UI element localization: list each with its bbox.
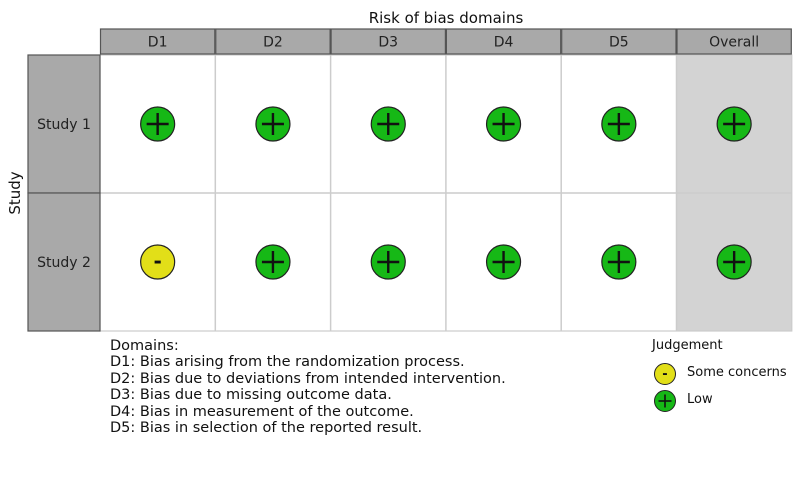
column-header-label-d3: D3 bbox=[378, 34, 399, 51]
judgement-low-icon bbox=[141, 107, 175, 141]
domain-item-d4: D4: Bias in measurement of the outcome. bbox=[110, 403, 414, 420]
judgement-low-icon bbox=[602, 245, 636, 279]
judgement-low-icon bbox=[487, 245, 521, 279]
column-header-label-d1: D1 bbox=[147, 34, 168, 51]
judgement-low-icon bbox=[717, 107, 751, 141]
column-header-label-d2: D2 bbox=[263, 34, 283, 51]
domains-legend bbox=[110, 338, 506, 436]
study-label-1: Study 1 bbox=[37, 117, 91, 133]
study-label-2: Study 2 bbox=[37, 255, 91, 271]
study-label-layer bbox=[28, 55, 100, 331]
svg-text:-: - bbox=[153, 249, 162, 273]
legend-item-some-concerns bbox=[654, 362, 787, 384]
column-header-label-d5: D5 bbox=[609, 34, 629, 51]
domain-item-d2: D2: Bias due to deviations from intended intervention. bbox=[110, 370, 506, 387]
svg-text:-: - bbox=[662, 367, 668, 382]
legend-label-some-concerns: Some concerns bbox=[687, 365, 787, 380]
column-header-layer bbox=[101, 29, 792, 54]
judgement-low-icon bbox=[371, 107, 405, 141]
judgement-low-icon bbox=[371, 245, 405, 279]
some-concerns-icon bbox=[654, 362, 678, 386]
judgement-low-icon bbox=[487, 107, 521, 141]
low-risk-icon bbox=[654, 389, 678, 413]
judgement-some-icon bbox=[141, 245, 175, 279]
legend-label-low: Low bbox=[687, 392, 713, 407]
grid-layer bbox=[100, 55, 792, 331]
domain-item-d3: D3: Bias due to missing outcome data. bbox=[110, 387, 392, 404]
domains-heading: Domains: bbox=[110, 338, 179, 354]
column-header-label-d4: D4 bbox=[493, 34, 514, 51]
judgement-legend-title: Judgement bbox=[652, 338, 723, 353]
judgement-low-icon bbox=[256, 245, 290, 279]
y-axis-label: Study bbox=[6, 171, 24, 215]
domain-item-d5: D5: Bias in selection of the reported result. bbox=[110, 420, 423, 437]
judgement-low-icon bbox=[256, 107, 290, 141]
legend-item-low bbox=[654, 389, 713, 411]
judgement-low-icon bbox=[602, 107, 636, 141]
domain-item-d1: D1: Bias arising from the randomization process. bbox=[110, 354, 465, 371]
column-header-label-overall: Overall bbox=[709, 34, 760, 51]
judgement-low-icon bbox=[717, 245, 751, 279]
figure-title: Risk of bias domains bbox=[368, 9, 524, 27]
